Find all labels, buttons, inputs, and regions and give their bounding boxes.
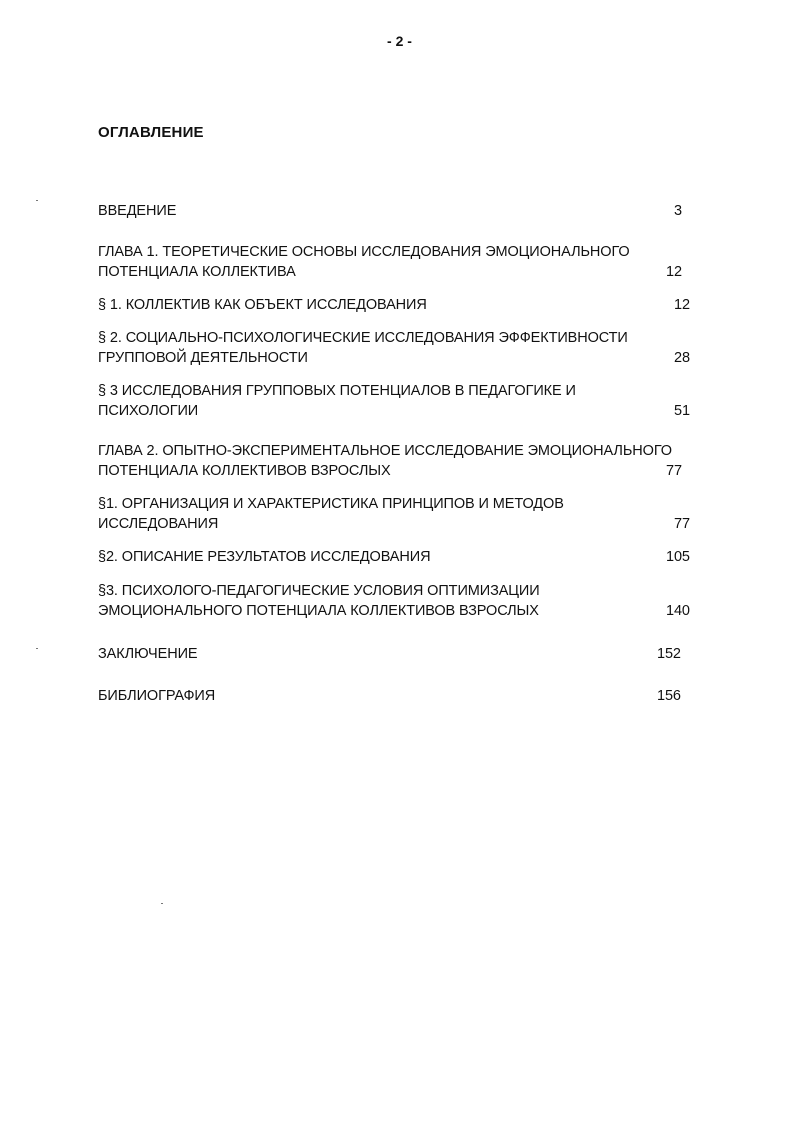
toc-title: ОГЛАВЛЕНИЕ xyxy=(98,124,204,141)
toc-entry-text: БИБЛИОГРАФИЯ xyxy=(98,688,216,704)
scan-speck xyxy=(36,648,38,649)
toc-entry-page: 140 xyxy=(666,603,690,619)
toc-entry-chapter-2 xyxy=(98,441,698,481)
toc-entry-page: 3 xyxy=(674,203,682,219)
toc-entry-chapter-1 xyxy=(98,242,698,282)
toc-entry-text: § 2. СОЦИАЛЬНО-ПСИХОЛОГИЧЕСКИЕ ИССЛЕДОВАНИЯ ЭФФЕКТИВНОСТИ ГРУППОВОЙ ДЕЯТЕЛЬНОСТИ xyxy=(98,330,628,366)
scan-speck xyxy=(36,200,38,201)
toc-entry-page: 28 xyxy=(674,350,690,366)
toc-entry-text: §2. ОПИСАНИЕ РЕЗУЛЬТАТОВ ИССЛЕДОВАНИЯ xyxy=(98,549,431,565)
toc-entry-page: 77 xyxy=(666,463,682,479)
toc-entry-page: 51 xyxy=(674,403,690,419)
toc-entry-section-1-2 xyxy=(98,328,698,368)
toc-entry-page: 105 xyxy=(666,549,690,565)
toc-entry-page: 156 xyxy=(657,688,681,704)
page-number: - 2 - xyxy=(387,33,412,49)
toc-entry-text: §3. ПСИХОЛОГО-ПЕДАГОГИЧЕСКИЕ УСЛОВИЯ ОПТИМИЗАЦИИ ЭМОЦИОНАЛЬНОГО ПОТЕНЦИАЛА КОЛЛЕКТИВОВ ВЗРОСЛЫХ xyxy=(98,583,540,619)
toc-entry-text: ГЛАВА 2. ОПЫТНО-ЭКСПЕРИМЕНТАЛЬНОЕ ИССЛЕДОВАНИЕ ЭМОЦИОНАЛЬНОГО ПОТЕНЦИАЛА КОЛЛЕКТИВОВ ВЗРОСЛЫХ xyxy=(98,443,672,479)
toc-entry-conclusion xyxy=(98,644,698,664)
toc-entry-section-2-1 xyxy=(98,494,698,534)
toc-entry-text: ГЛАВА 1. ТЕОРЕТИЧЕСКИЕ ОСНОВЫ ИССЛЕДОВАНИЯ ЭМОЦИОНАЛЬНОГО ПОТЕНЦИАЛА КОЛЛЕКТИВА xyxy=(98,244,630,280)
toc-entry-bibliography xyxy=(98,686,698,706)
scan-speck xyxy=(161,903,163,904)
toc-entry-page: 77 xyxy=(674,516,690,532)
toc-entry-section-1-3 xyxy=(98,381,698,421)
toc-entry-page: 12 xyxy=(674,297,690,313)
toc-entry-text: § 1. КОЛЛЕКТИВ КАК ОБЪЕКТ ИССЛЕДОВАНИЯ xyxy=(98,297,427,313)
toc-entry-introduction xyxy=(98,201,698,221)
toc-entry-text: ЗАКЛЮЧЕНИЕ xyxy=(98,646,198,662)
toc-entry-page: 152 xyxy=(657,646,681,662)
toc-entry-section-2-3 xyxy=(98,581,698,621)
toc-entry-section-2-2 xyxy=(98,547,698,567)
toc-entry-section-1-1 xyxy=(98,295,698,315)
toc-entry-text: §1. ОРГАНИЗАЦИЯ И ХАРАКТЕРИСТИКА ПРИНЦИПОВ И МЕТОДОВ ИССЛЕДОВАНИЯ xyxy=(98,496,564,532)
toc-entry-text: ВВЕДЕНИЕ xyxy=(98,203,177,219)
toc-entry-page: 12 xyxy=(666,264,682,280)
toc-entry-text: § 3 ИССЛЕДОВАНИЯ ГРУППОВЫХ ПОТЕНЦИАЛОВ В ПЕДАГОГИКЕ И ПСИХОЛОГИИ xyxy=(98,383,576,419)
